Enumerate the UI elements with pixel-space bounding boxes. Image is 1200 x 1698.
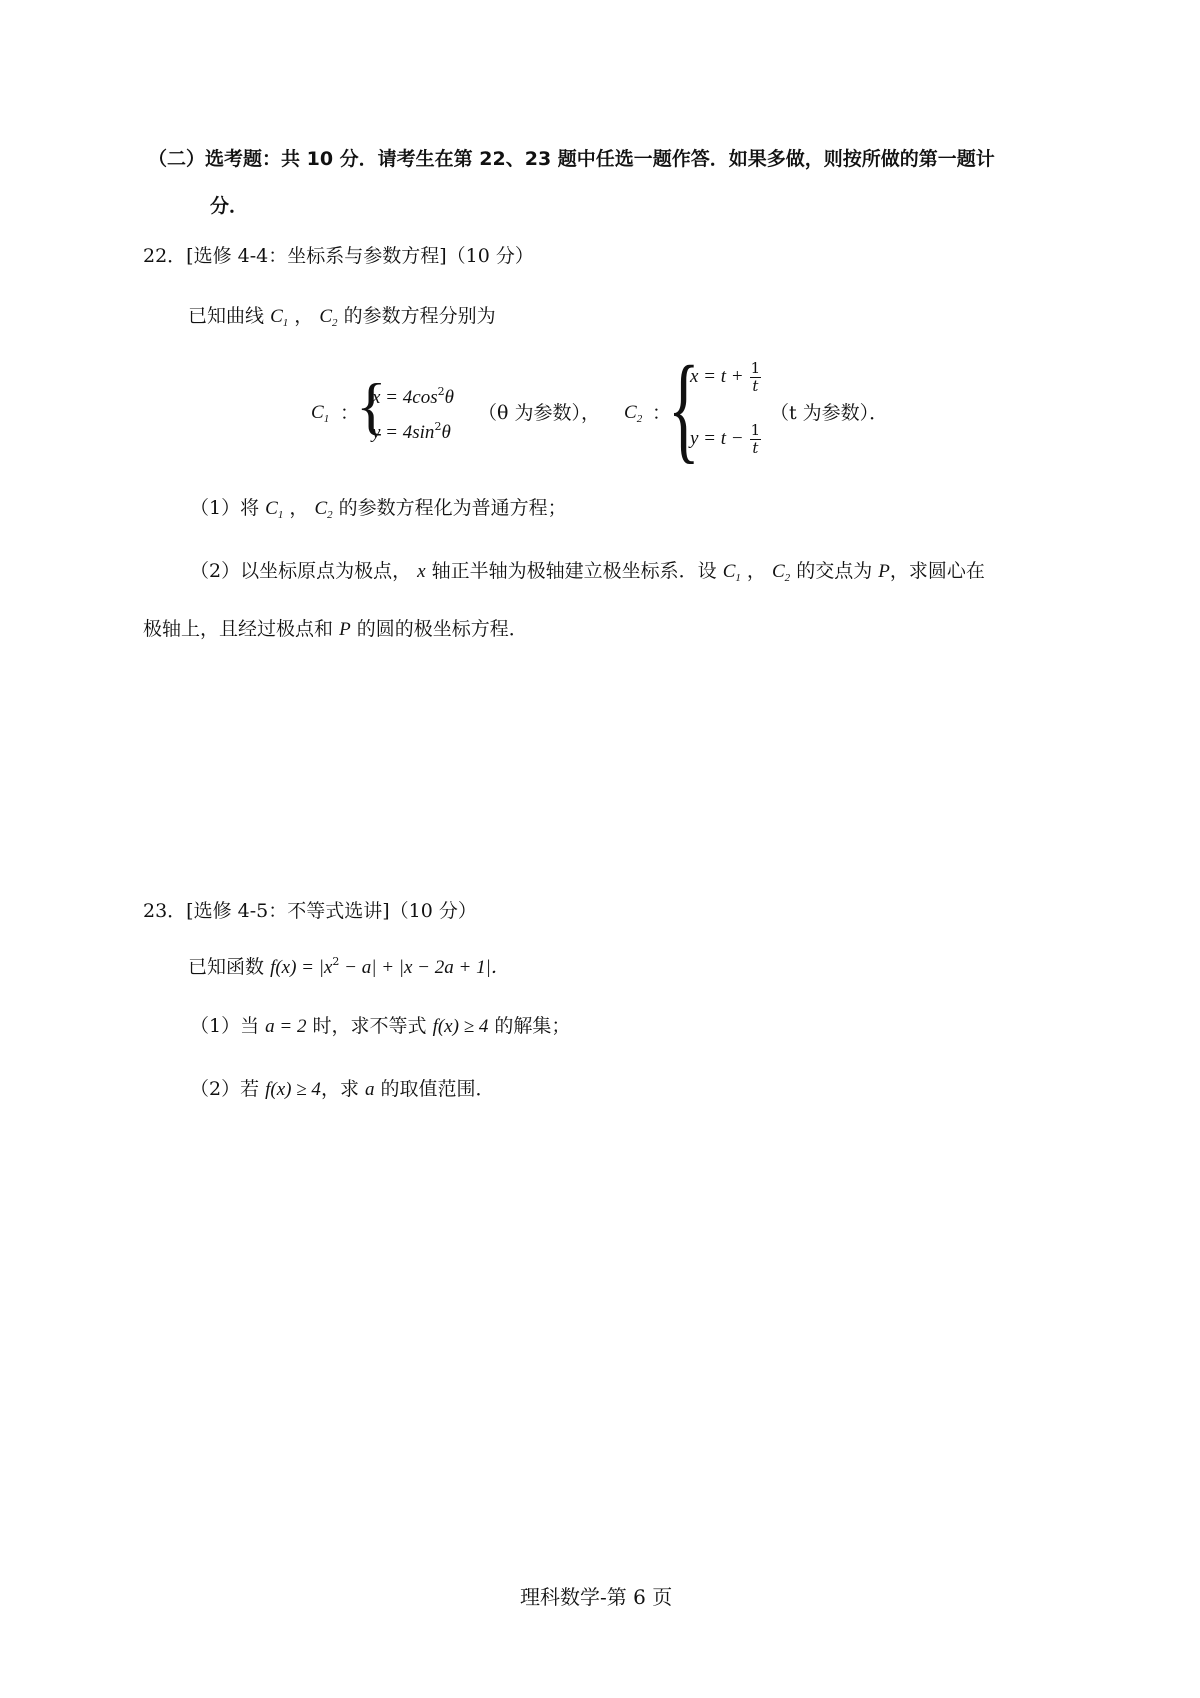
c2-param: （t 为参数）． — [770, 402, 889, 424]
c2-colon: ： — [652, 402, 672, 424]
c1-eq1: $x = 4\cos^2\theta$ — [372, 385, 454, 408]
c2-eq2-fraction: $\frac{1}{t}$ — [750, 421, 761, 457]
c1-label: $C_1$ — [311, 402, 330, 425]
q22-intro-a: 已知曲线 — [188, 305, 265, 327]
q22-intro-sep: ， — [294, 305, 314, 327]
q22-c2-ref: $C_2$ — [319, 306, 338, 329]
c2-brace-icon: { — [668, 341, 700, 474]
c1-colon: ： — [340, 402, 360, 424]
section-heading-line2: 分． — [210, 195, 249, 217]
q22-title: 22．[选修 4-4：坐标系与参数方程]（10 分） — [143, 245, 534, 267]
q23-intro: 已知函数 $f(x) = |x^2 - a| + |x - 2a + 1|$． — [188, 955, 510, 978]
q23-part1: （1）当 a = 2 时，求不等式 f(x) ≥ 4 的解集； — [190, 1015, 571, 1037]
c1-param: （θ 为参数）， — [478, 402, 600, 424]
c2-eq1: x = t + $\frac{1}{t}$ — [690, 359, 761, 395]
q22-intro — [188, 305, 496, 330]
q23-title: 23．[选修 4-5：不等式选讲]（10 分） — [143, 900, 477, 922]
section-heading-line1: （二）选考题：共 10 分．请考生在第 22、23 题中任选一题作答．如果多做，则按所做的第一题计 — [148, 148, 995, 170]
q22-c1-ref: $C_1$ — [270, 306, 289, 329]
c1-eq2: $y = 4\sin^2\theta$ — [372, 420, 451, 443]
q22-intro-b: 的参数方程分别为 — [343, 305, 496, 327]
q22-part1: （1）将 $C_1$ ， $C_2$ 的参数方程化为普通方程； — [190, 497, 567, 521]
c2-label: $C_2$ — [624, 402, 643, 425]
page-footer: 理科数学-第 6 页 — [520, 1585, 673, 1609]
q22-part2-line1: （2）以坐标原点为极点， x 轴正半轴为极轴建立极坐标系．设 $C_1$ ， $C_2$ 的交点为 P，求圆心在 — [190, 560, 985, 584]
c2-eq1-fraction: $\frac{1}{t}$ — [750, 359, 761, 395]
q22-part2-line2: 极轴上，且经过极点和 P 的圆的极坐标方程． — [143, 618, 528, 640]
q23-part2: （2）若 f(x) ≥ 4，求 a 的取值范围． — [190, 1078, 495, 1100]
c1-brace-icon: { — [356, 370, 387, 441]
c2-eq2: y = t − $\frac{1}{t}$ — [690, 421, 761, 457]
